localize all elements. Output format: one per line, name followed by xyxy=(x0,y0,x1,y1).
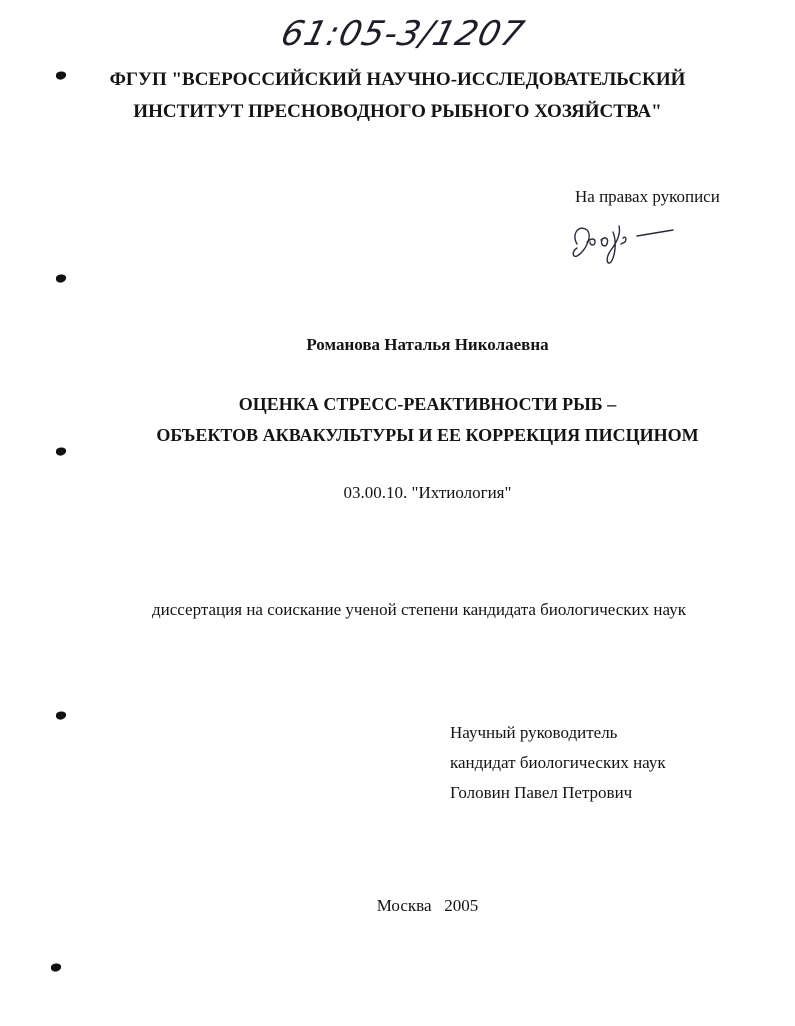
punch-hole-icon xyxy=(55,446,67,457)
dissertation-degree: диссертация на соискание ученой степени кандидата биологических наук xyxy=(152,600,686,619)
punch-hole-icon xyxy=(55,710,67,721)
institution-line-2: ИНСТИТУТ ПРЕСНОВОДНОГО РЫБНОГО ХОЗЯЙСТВА" xyxy=(133,101,662,122)
institution-line-1: ФГУП "ВСЕРОССИЙСКИЙ НАУЧНО-ИССЛЕДОВАТЕЛЬСКИЙ xyxy=(109,69,686,90)
rights-note: На правах рукописи xyxy=(575,187,720,206)
title-line-1: ОЦЕНКА СТРЕСС-РЕАКТИВНОСТИ РЫБ – xyxy=(238,394,617,414)
signature-icon xyxy=(565,212,680,267)
supervisor-name: Головин Павел Петрович xyxy=(450,783,633,802)
author-name: Романова Наталья Николаевна xyxy=(306,335,549,354)
supervisor-block xyxy=(450,718,666,808)
punch-hole-icon xyxy=(50,962,62,973)
punch-hole-icon xyxy=(55,273,67,284)
dissertation-title xyxy=(0,389,795,451)
title-line-2: ОБЪЕКТОВ АКВАКУЛЬТУРЫ И ЕЕ КОРРЕКЦИЯ ПИСЦИНОМ xyxy=(156,425,699,445)
punch-hole-icon xyxy=(55,70,67,81)
specialty-code: 03.00.10. "Ихтиология" xyxy=(343,483,512,502)
institution-name xyxy=(0,64,795,128)
city-and-year: Москва 2005 xyxy=(376,896,479,915)
supervisor-degree: кандидат биологических наук xyxy=(450,753,666,772)
supervisor-role: Научный руководитель xyxy=(450,723,618,742)
handwritten-catalog-number: 61:05-3/1207 xyxy=(277,14,529,54)
